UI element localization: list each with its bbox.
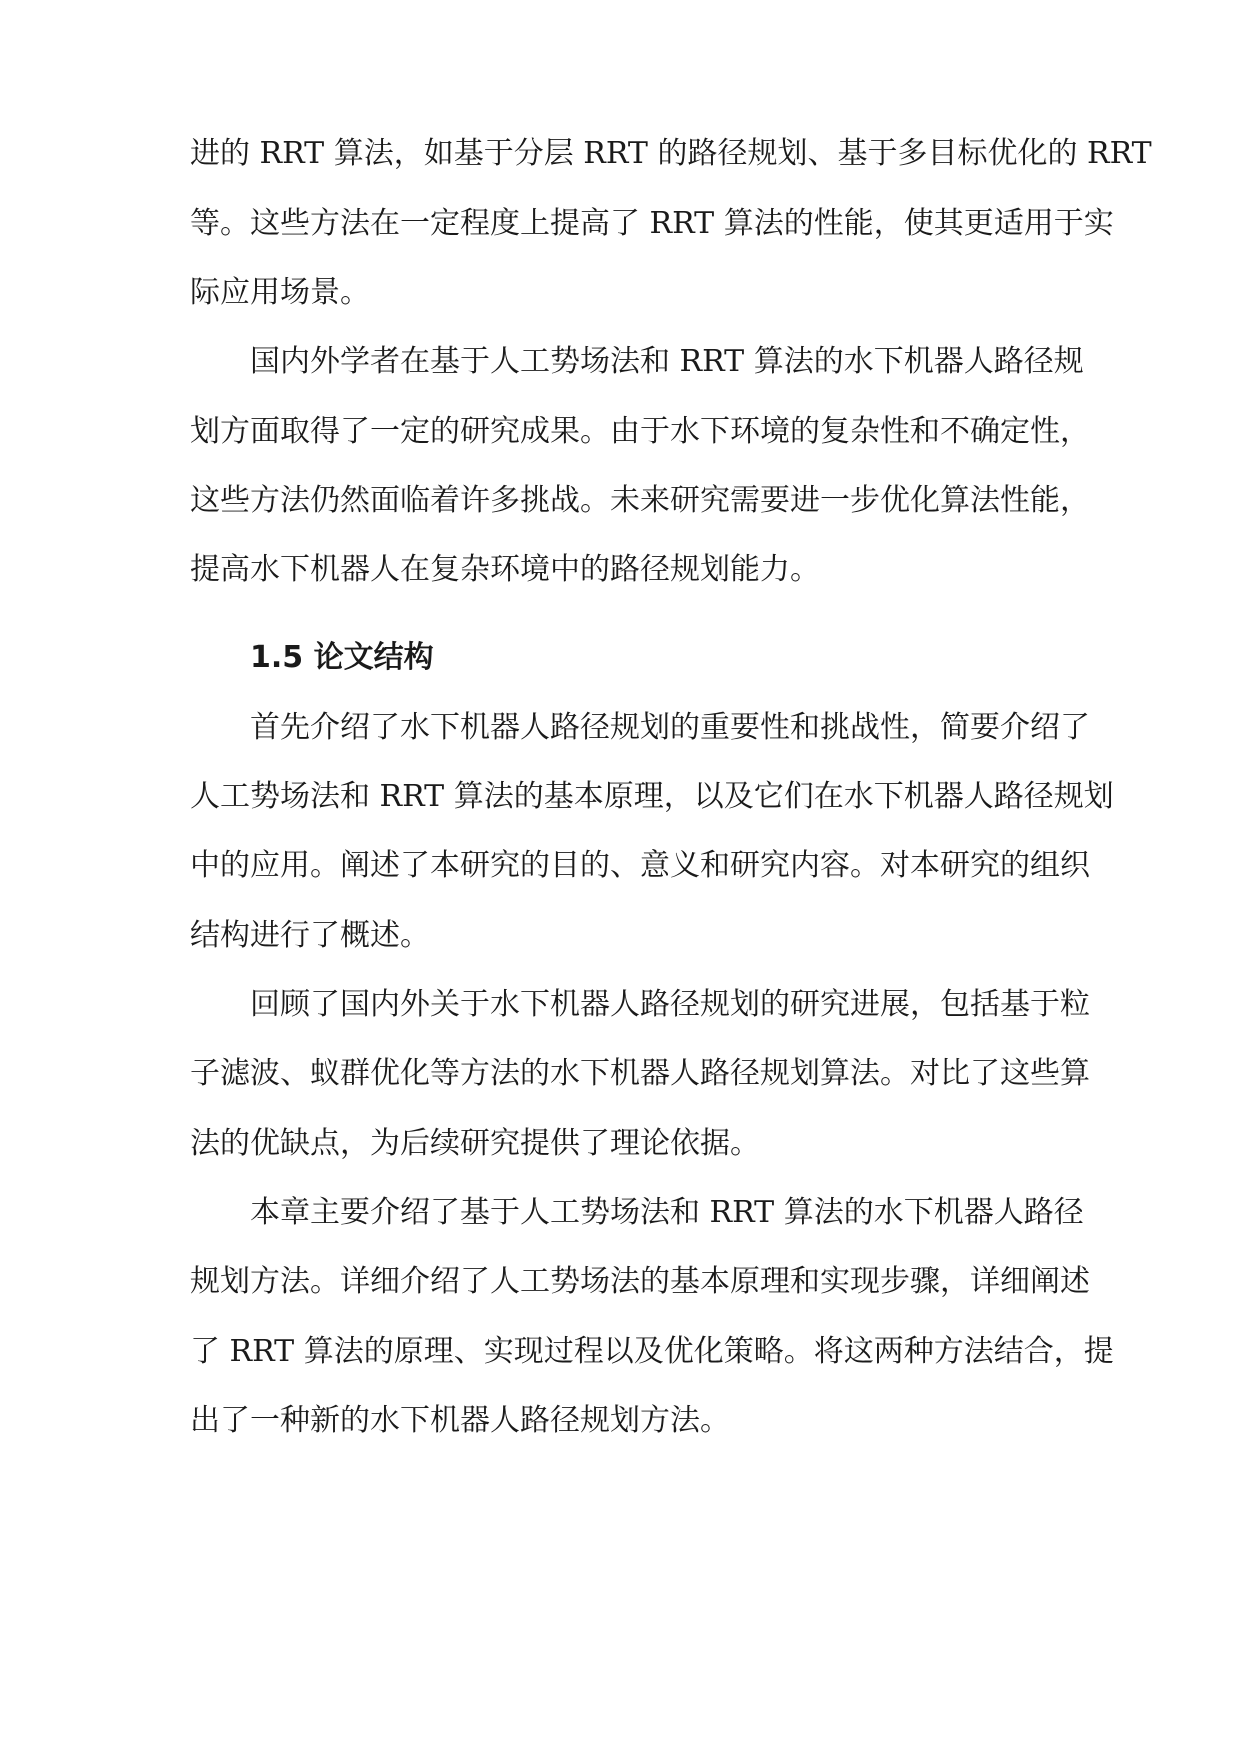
paragraph-line: 际应用场景。 <box>190 275 370 310</box>
paragraph-line: 进的 RRT 算法，如基于分层 RRT 的路径规划、基于多目标优化的 RRT <box>190 136 1152 171</box>
paragraph-line: 提高水下机器人在复杂环境中的路径规划能力。 <box>190 552 820 587</box>
paragraph-line: 等。这些方法在一定程度上提高了 RRT 算法的性能，使其更适用于实 <box>190 206 1114 241</box>
paragraph-line: 中的应用。阐述了本研究的目的、意义和研究内容。对本研究的组织 <box>190 848 1090 883</box>
paragraph-line: 人工势场法和 RRT 算法的基本原理，以及它们在水下机器人路径规划 <box>190 779 1114 814</box>
paragraph-line: 划方面取得了一定的研究成果。由于水下环境的复杂性和不确定性， <box>190 414 1090 449</box>
paragraph-line: 出了一种新的水下机器人路径规划方法。 <box>190 1403 730 1438</box>
paragraph-line: 结构进行了概述。 <box>190 918 430 953</box>
paragraph-line: 子滤波、蚁群优化等方法的水下机器人路径规划算法。对比了这些算 <box>190 1056 1090 1091</box>
paragraph-line: 首先介绍了水下机器人路径规划的重要性和挑战性，简要介绍了 <box>250 710 1090 745</box>
paragraph-line: 了 RRT 算法的原理、实现过程以及优化策略。将这两种方法结合，提 <box>190 1334 1114 1369</box>
paragraph-line: 本章主要介绍了基于人工势场法和 RRT 算法的水下机器人路径 <box>250 1195 1084 1230</box>
paragraph-line: 回顾了国内外关于水下机器人路径规划的研究进展，包括基于粒 <box>250 987 1090 1022</box>
paragraph-line: 法的优缺点，为后续研究提供了理论依据。 <box>190 1126 760 1161</box>
paragraph-line: 这些方法仍然面临着许多挑战。未来研究需要进一步优化算法性能， <box>190 483 1090 518</box>
paragraph-line: 国内外学者在基于人工势场法和 RRT 算法的水下机器人路径规 <box>250 344 1084 379</box>
section-heading: 1.5 论文结构 <box>250 640 434 675</box>
paragraph-line: 规划方法。详细介绍了人工势场法的基本原理和实现步骤，详细阐述 <box>190 1264 1090 1299</box>
